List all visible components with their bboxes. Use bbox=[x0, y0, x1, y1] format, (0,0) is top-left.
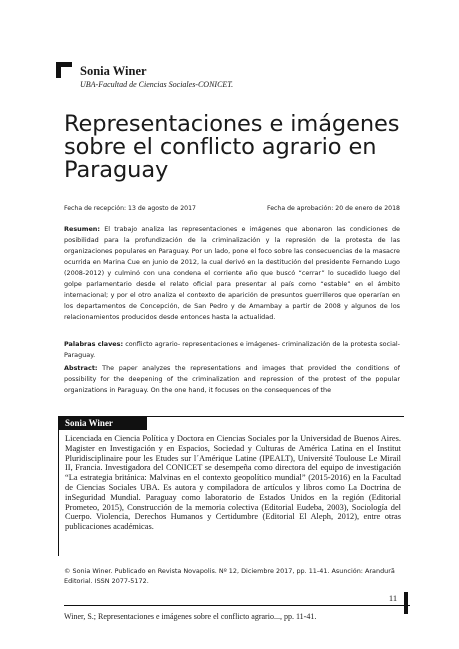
page-number: 11 bbox=[388, 593, 398, 603]
footer-rule bbox=[64, 605, 410, 606]
bio-text: Licenciada en Ciencia Política y Doctora en Ciencias Sociales por la Universidad de Buenos Aires. Magister en Investigación y en Espacios, Sociedad y Culturas de América Latina en el Institut Pluridisciplinaire pour les Etudes sur l´Amérique Latine (IPEALT), Université Toulouse Le Mirail II, Francia. Investigadora del CONICET se desempeña como directora del equipo de investigación “La estrategia británica: Malvinas en el contexto geopolítico mundial” (2015-2016) en la Facultad de Ciencias Sociales UBA. Es autora y compiladora de artículos y libros como La Doctrina de inSeguridad Mundial. Paraguay como laboratorio de Estados Unidos en la región (Editorial Prometeo, 2015), Construcción de la memoria colectiva (Editorial Eudeba, 2003), Sociología del Cuerpo. Violencia, Derechos Humanos y Certidumbre (Editorial El Aleph, 2012), entre otras publicaciones académicas. bbox=[65, 434, 401, 532]
resumen-paragraph bbox=[64, 224, 400, 323]
received-date: Fecha de recepción: 13 de agosto de 2017 bbox=[64, 205, 196, 212]
page-number-bar bbox=[404, 592, 408, 614]
author-name: Sonia Winer bbox=[80, 64, 147, 78]
corner-bracket-mark bbox=[56, 62, 72, 78]
abstract-paragraph bbox=[64, 363, 400, 409]
article-title: Representaciones e imágenes sobre el conflicto agrario en Paraguay bbox=[64, 111, 400, 183]
resumen-label: Resumen: bbox=[64, 225, 100, 233]
bio-tab-label: Sonia Winer bbox=[59, 417, 147, 430]
resumen-text: El trabajo analiza las representaciones e imágenes que abonaron las condiciones de posibilidad para la profundización de la criminalización y la represión de la protesta de las organizaciones populares en Paraguay. Por un lado, pone el foco sobre las consecuencias de la masacre ocurrida en Marina Cue en junio de 2012, la cual derivó en la destitución del presidente Fernando Lugo (2008-2012) y culminó con una condena el corriente año que buscó “cerrar” lo sucedido luego del golpe parlamentario desde el relato oficial para presentar al país como “estable” en el ámbito internacional; y por el otro analiza el contexto de aparición de presuntos guerrilleros que operarían en los departamentos de Concepción, de San Pedro y de Amambay a partir de 2008 y algunos de los relacionamientos producidos desde entonces hasta la actualidad. bbox=[64, 225, 400, 321]
footer-citation: Winer, S.; Representaciones e imágenes sobre el conflicto agrario..., pp. 11-41. bbox=[64, 612, 317, 621]
palabras-claves-label: Palabras claves: bbox=[64, 340, 124, 348]
approved-date: Fecha de aprobación: 20 de enero de 2018 bbox=[266, 205, 400, 212]
author-affiliation: UBA-Facultad de Ciencias Sociales-CONICET. bbox=[80, 80, 234, 89]
abstract-text: The paper analyzes the representations and images that provided the conditions of possibility for the deepening of the criminalization and repression of the protest of the popular organizations in Paraguay. On the one hand, it focuses on the consequences of the bbox=[64, 364, 400, 394]
author-bio-box bbox=[58, 416, 404, 556]
abstract-label: Abstract: bbox=[64, 364, 98, 372]
palabras-claves-text: conflicto agrario- representaciones e imágenes- criminalización de la protesta social-Paraguay. bbox=[64, 340, 400, 359]
copyright-notice: © Sonia Winer. Publicado en Revista Novapolis. Nº 12, Diciembre 2017, pp. 11-41. Asunción: Arandurã Editorial. ISSN 2077-5172. bbox=[64, 567, 395, 585]
palabras-claves-paragraph bbox=[64, 339, 400, 361]
